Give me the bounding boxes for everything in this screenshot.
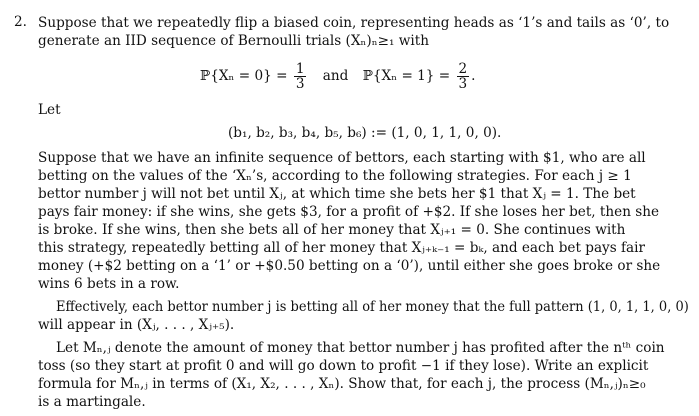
frac1-denominator: 3 xyxy=(295,76,305,92)
prob-left: ℙ{Xₙ = 0} = xyxy=(200,68,288,84)
p3-line-4: is a martingale. xyxy=(38,394,146,410)
p1-line-1: Suppose that we have an infinite sequence of bettors, each starting with $1, who are all xyxy=(38,150,646,166)
prob-right: ℙ{Xₙ = 1} = xyxy=(362,68,451,84)
frac1-numerator: 1 xyxy=(295,61,305,77)
fraction-one-third xyxy=(294,62,307,91)
p1-line-7: money (+$2 betting on a ‘1’ or +$0.50 betting on a ‘0’), until either she goes broke or she xyxy=(38,258,661,274)
frac2-denominator: 3 xyxy=(458,76,468,92)
p1-line-6: this strategy, repeatedly betting all of her money that Xⱼ₊ₖ₋₁ = bₖ, and each bet pays fair xyxy=(38,240,646,256)
frac2-numerator: 2 xyxy=(458,61,468,77)
frac2-period: . xyxy=(471,68,476,84)
p2-line-2: will appear in (Xⱼ, . . . , Xⱼ₊₅). xyxy=(38,317,235,333)
p2-line-1: Effectively, each bettor number j is betting all of her money that the full pattern (1, 0, 1, 1, 0, 0) xyxy=(56,299,689,315)
and-word: and xyxy=(322,68,349,84)
b-definition: (b₁, b₂, b₃, b₄, b₅, b₆) := (1, 0, 1, 1, 0, 0). xyxy=(228,125,502,141)
p1-line-8: wins 6 bets in a row. xyxy=(38,276,180,292)
p1-line-4: pays fair money: if she wins, she gets $3, for a profit of +$2. If she loses her bet, then she xyxy=(38,204,660,220)
probability-equation xyxy=(200,62,475,91)
let-word: Let xyxy=(38,102,61,118)
p1-line-5: is broke. If she wins, then she bets all of her money that Xⱼ₊₁ = 0. She continues with xyxy=(38,222,626,238)
fraction-two-thirds xyxy=(457,62,470,91)
p3-line-3: formula for Mₙ,ⱼ in terms of (X₁, X₂, . . . , Xₙ). Show that, for each j, the process (Mₙ,ⱼ)ₙ≥₀ xyxy=(38,376,646,392)
p3-line-2: toss (so they start at profit 0 and will go down to profit −1 if they lose). Write an explicit xyxy=(38,358,649,374)
problem-number: 2. xyxy=(14,14,27,30)
p1-line-3: bettor number j will not bet until Xⱼ, at which time she bets her $1 that Xⱼ = 1. The bet xyxy=(38,186,636,202)
p3-line-1: Let Mₙ,ⱼ denote the amount of money that bettor number j has profited after the nᵗʰ coin xyxy=(56,340,665,356)
intro-line-2: generate an IID sequence of Bernoulli trials (Xₙ)ₙ≥₁ with xyxy=(38,33,429,49)
intro-line-1: Suppose that we repeatedly flip a biased coin, representing heads as ‘1’s and tails as ‘0’, to xyxy=(38,15,670,31)
p1-line-2: betting on the values of the ‘Xₙ’s, according to the following strategies. For each j ≥ 1 xyxy=(38,168,632,184)
